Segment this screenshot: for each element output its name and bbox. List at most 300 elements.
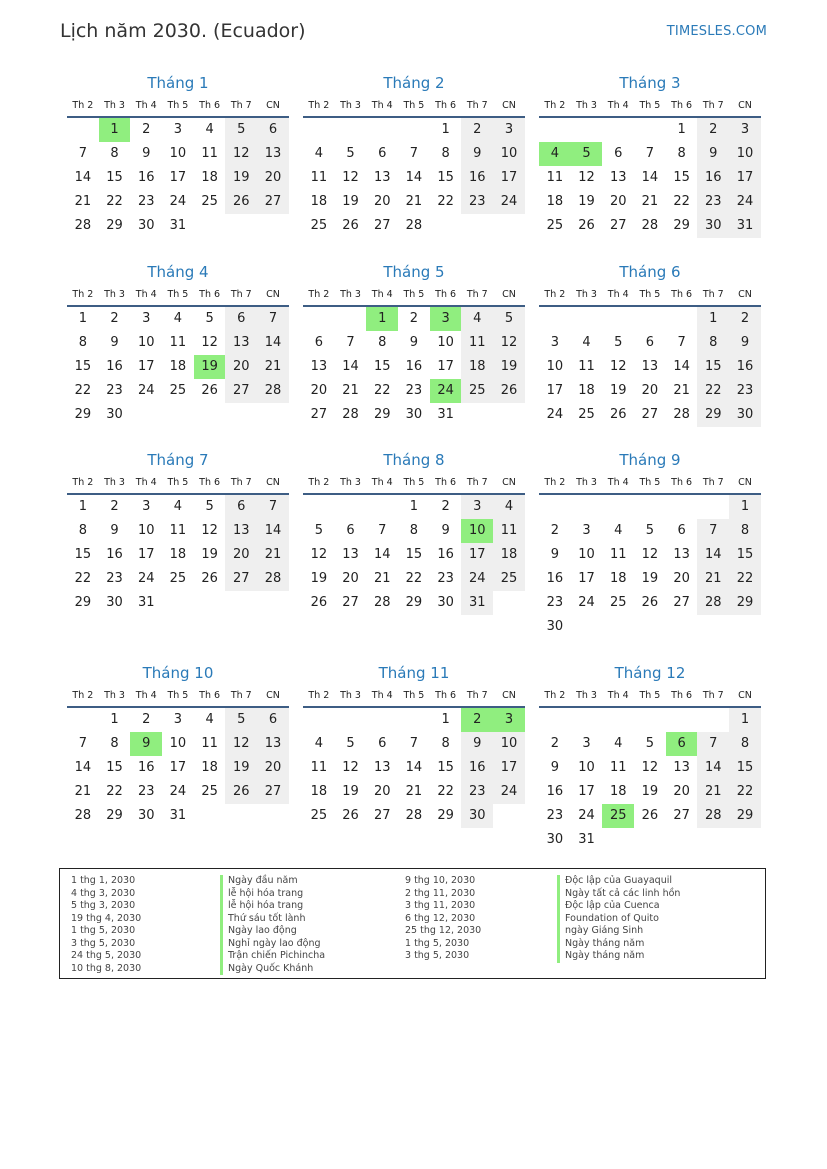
day-cell: 1 bbox=[110, 712, 119, 727]
weekday-header bbox=[539, 688, 761, 708]
day-cell: 21 bbox=[641, 194, 659, 209]
day-grid bbox=[303, 708, 525, 828]
legend-date: 1 thg 5, 2030 bbox=[405, 937, 470, 949]
day-cell: 28 bbox=[405, 808, 423, 823]
day-cell: 25 bbox=[310, 218, 328, 233]
weekday-label: Th 4 bbox=[607, 289, 629, 300]
day-cell: 22 bbox=[437, 194, 454, 209]
day-cell: 18 bbox=[201, 760, 218, 775]
day-cell: 8 bbox=[697, 331, 729, 355]
day-cell: 3 bbox=[142, 499, 151, 514]
day-cell: 25 bbox=[609, 595, 627, 610]
empty-day-cell bbox=[602, 307, 634, 331]
day-cell: 22 bbox=[729, 780, 761, 804]
day-cell: 26 bbox=[310, 595, 328, 610]
empty-day-cell bbox=[303, 708, 335, 732]
legend-holiday-name: Thứ sáu tốt lành bbox=[220, 913, 325, 926]
weekday-header bbox=[303, 475, 525, 495]
empty-day-cell bbox=[634, 708, 666, 732]
day-cell: 4 bbox=[493, 495, 525, 519]
weekday-label: Th 5 bbox=[167, 100, 189, 111]
weekday-label: Th 7 bbox=[702, 690, 724, 701]
weekday-label: Th 2 bbox=[72, 477, 94, 488]
day-cell: 1 bbox=[78, 499, 87, 514]
day-cell: 7 bbox=[257, 495, 289, 519]
legend-holiday-name: Foundation of Quito bbox=[557, 913, 680, 926]
weekday-label: Th 7 bbox=[230, 690, 252, 701]
day-cell: 27 bbox=[225, 567, 257, 591]
day-cell: 12 bbox=[641, 547, 659, 562]
weekday-header bbox=[539, 287, 761, 307]
day-cell: 16 bbox=[697, 166, 729, 190]
day-cell: 8 bbox=[677, 146, 686, 161]
day-cell: 5 bbox=[205, 499, 214, 514]
day-cell: 8 bbox=[441, 736, 450, 751]
month-name: Tháng 4 bbox=[147, 263, 209, 281]
month-calendar bbox=[303, 662, 525, 828]
day-cell: 12 bbox=[225, 142, 257, 166]
day-cell: 25 bbox=[546, 218, 564, 233]
day-cell: 22 bbox=[697, 379, 729, 403]
day-cell: 7 bbox=[378, 523, 387, 538]
day-cell: 31 bbox=[578, 832, 595, 847]
day-cell: 9 bbox=[461, 732, 493, 756]
holiday-day-cell: 19 bbox=[194, 355, 226, 379]
weekday-header bbox=[539, 98, 761, 118]
day-cell: 30 bbox=[137, 808, 155, 823]
weekday-label: Th 3 bbox=[104, 690, 125, 701]
day-cell: 28 bbox=[641, 218, 659, 233]
empty-day-cell bbox=[666, 708, 698, 732]
day-cell: 23 bbox=[106, 383, 123, 398]
day-cell: 27 bbox=[373, 808, 391, 823]
legend-date: 6 thg 12, 2030 bbox=[405, 912, 476, 924]
day-cell: 27 bbox=[257, 780, 289, 804]
weekday-label: Th 6 bbox=[671, 477, 693, 488]
day-cell: 6 bbox=[378, 736, 387, 751]
day-cell: 20 bbox=[257, 166, 289, 190]
day-cell: 24 bbox=[169, 194, 187, 209]
day-cell: 14 bbox=[257, 519, 289, 543]
weekday-label: Th 3 bbox=[104, 477, 125, 488]
day-cell: 31 bbox=[461, 591, 493, 615]
month-calendar bbox=[303, 261, 525, 427]
weekday-label: CN bbox=[502, 690, 516, 701]
day-cell: 7 bbox=[78, 146, 87, 161]
day-cell: 4 bbox=[582, 335, 591, 350]
day-cell: 1 bbox=[677, 122, 686, 137]
day-cell: 9 bbox=[142, 146, 151, 161]
day-cell: 31 bbox=[729, 214, 761, 238]
day-cell: 3 bbox=[493, 118, 525, 142]
day-cell: 11 bbox=[609, 547, 627, 562]
weekday-header bbox=[303, 98, 525, 118]
day-cell: 21 bbox=[257, 543, 289, 567]
day-cell: 15 bbox=[697, 355, 729, 379]
day-cell: 30 bbox=[461, 804, 493, 828]
legend-holiday-name: Ngày tất cả các linh hồn bbox=[557, 888, 680, 901]
empty-day-cell bbox=[539, 307, 571, 331]
day-cell: 17 bbox=[546, 383, 564, 398]
day-cell: 26 bbox=[641, 595, 659, 610]
day-cell: 19 bbox=[641, 571, 659, 586]
month-name: Tháng 9 bbox=[619, 451, 681, 469]
day-cell: 11 bbox=[201, 736, 218, 751]
weekday-label: Th 5 bbox=[403, 289, 425, 300]
month-calendar bbox=[539, 449, 761, 639]
day-cell: 22 bbox=[74, 383, 92, 398]
legend-date: 3 thg 5, 2030 bbox=[405, 950, 470, 961]
weekday-label: Th 2 bbox=[544, 289, 566, 300]
holiday-day-cell: 1 bbox=[366, 307, 398, 331]
day-cell: 13 bbox=[225, 519, 257, 543]
day-cell: 16 bbox=[106, 547, 123, 562]
day-cell: 14 bbox=[697, 756, 729, 780]
legend-names-col-2 bbox=[557, 875, 680, 963]
weekday-label: Th 5 bbox=[167, 690, 189, 701]
day-cell: 16 bbox=[461, 756, 493, 780]
day-cell: 6 bbox=[257, 118, 289, 142]
day-cell: 6 bbox=[378, 146, 387, 161]
day-cell: 20 bbox=[373, 194, 391, 209]
day-cell: 9 bbox=[550, 760, 559, 775]
day-cell: 16 bbox=[546, 784, 564, 799]
legend-holiday-name: Ngày đầu năm bbox=[220, 875, 325, 888]
day-cell: 9 bbox=[697, 142, 729, 166]
weekday-label: Th 6 bbox=[199, 690, 221, 701]
day-cell: 24 bbox=[169, 784, 187, 799]
legend-holiday-name: Ngày tháng năm bbox=[557, 938, 680, 951]
day-cell: 25 bbox=[461, 379, 493, 403]
day-cell: 5 bbox=[493, 307, 525, 331]
day-cell: 19 bbox=[342, 194, 359, 209]
weekday-label: Th 6 bbox=[671, 289, 693, 300]
weekday-label: Th 4 bbox=[135, 690, 157, 701]
weekday-label: Th 2 bbox=[308, 477, 330, 488]
weekday-label: CN bbox=[502, 289, 516, 300]
day-cell: 11 bbox=[310, 760, 328, 775]
day-cell: 19 bbox=[310, 571, 328, 586]
legend-holiday-name: Ngày lao động bbox=[220, 925, 325, 938]
day-cell: 29 bbox=[106, 808, 123, 823]
day-cell: 4 bbox=[614, 523, 623, 538]
day-cell: 21 bbox=[697, 780, 729, 804]
weekday-header bbox=[303, 287, 525, 307]
day-cell: 13 bbox=[373, 170, 391, 185]
weekday-label: Th 4 bbox=[135, 100, 157, 111]
legend-date: 24 thg 5, 2030 bbox=[71, 950, 142, 961]
day-cell: 25 bbox=[578, 407, 595, 422]
day-cell: 28 bbox=[74, 218, 92, 233]
day-cell: 16 bbox=[729, 355, 761, 379]
day-grid bbox=[303, 307, 525, 427]
weekday-label: CN bbox=[266, 690, 280, 701]
day-cell: 9 bbox=[110, 335, 119, 350]
empty-day-cell bbox=[602, 118, 634, 142]
legend-holiday-name: Trận chiến Pichincha bbox=[220, 950, 325, 963]
legend-date: 1 thg 1, 2030 bbox=[71, 875, 136, 886]
day-cell: 8 bbox=[78, 523, 87, 538]
weekday-label: Th 4 bbox=[371, 100, 393, 111]
day-cell: 7 bbox=[409, 146, 419, 161]
weekday-label: CN bbox=[738, 100, 752, 111]
day-cell: 28 bbox=[697, 804, 729, 828]
day-cell: 6 bbox=[225, 307, 257, 331]
day-cell: 26 bbox=[493, 379, 525, 403]
weekday-label: Th 7 bbox=[230, 289, 252, 300]
weekday-header bbox=[539, 475, 761, 495]
month-calendar bbox=[303, 72, 525, 238]
day-cell: 13 bbox=[609, 170, 627, 185]
empty-day-cell bbox=[666, 307, 698, 331]
day-cell: 5 bbox=[225, 118, 257, 142]
day-cell: 17 bbox=[493, 756, 525, 780]
day-cell: 20 bbox=[310, 383, 328, 398]
empty-day-cell bbox=[398, 118, 430, 142]
day-cell: 20 bbox=[673, 784, 690, 799]
weekday-label: Th 3 bbox=[104, 289, 125, 300]
legend-date: 2 thg 11, 2030 bbox=[405, 887, 476, 899]
month-name: Tháng 11 bbox=[378, 664, 450, 682]
day-cell: 27 bbox=[257, 190, 289, 214]
month-calendar bbox=[67, 449, 289, 615]
legend-names-col-1 bbox=[220, 875, 325, 975]
day-cell: 23 bbox=[437, 571, 454, 586]
day-cell: 3 bbox=[582, 523, 591, 538]
day-cell: 30 bbox=[729, 403, 761, 427]
weekday-label: Th 2 bbox=[544, 477, 566, 488]
weekday-label: CN bbox=[266, 477, 280, 488]
day-cell: 19 bbox=[641, 784, 659, 799]
weekday-label: Th 2 bbox=[72, 289, 94, 300]
day-cell: 24 bbox=[137, 383, 155, 398]
day-cell: 9 bbox=[409, 335, 419, 350]
day-cell: 18 bbox=[310, 194, 328, 209]
empty-day-cell bbox=[602, 495, 634, 519]
day-cell: 3 bbox=[729, 118, 761, 142]
weekday-header bbox=[67, 688, 289, 708]
day-cell: 8 bbox=[441, 146, 450, 161]
day-cell: 28 bbox=[257, 379, 289, 403]
day-cell: 17 bbox=[137, 547, 155, 562]
legend-holiday-name: Nghỉ ngày lao động bbox=[220, 938, 325, 951]
weekday-label: Th 3 bbox=[340, 100, 361, 111]
site-link[interactable]: TIMESLES.COM bbox=[666, 24, 767, 39]
empty-day-cell bbox=[571, 118, 603, 142]
weekday-label: Th 5 bbox=[639, 289, 661, 300]
empty-day-cell bbox=[634, 307, 666, 331]
day-cell: 15 bbox=[729, 543, 761, 567]
weekday-label: Th 5 bbox=[403, 690, 425, 701]
day-cell: 27 bbox=[310, 407, 328, 422]
day-cell: 3 bbox=[142, 311, 151, 326]
month-calendar bbox=[303, 449, 525, 615]
day-cell: 12 bbox=[201, 335, 218, 350]
holiday-day-cell: 4 bbox=[539, 142, 571, 166]
weekday-label: Th 6 bbox=[199, 289, 221, 300]
day-cell: 24 bbox=[137, 571, 155, 586]
day-cell: 14 bbox=[74, 760, 92, 775]
month-calendar bbox=[67, 662, 289, 828]
month-name: Tháng 5 bbox=[383, 263, 445, 281]
day-cell: 20 bbox=[225, 355, 257, 379]
day-cell: 17 bbox=[493, 166, 525, 190]
day-cell: 16 bbox=[461, 166, 493, 190]
day-cell: 2 bbox=[729, 307, 761, 331]
holiday-day-cell: 6 bbox=[666, 732, 698, 756]
day-cell: 6 bbox=[645, 335, 655, 350]
day-cell: 31 bbox=[169, 218, 187, 233]
legend-holiday-name: Ngày tháng năm bbox=[557, 950, 680, 963]
month-calendar bbox=[539, 662, 761, 852]
day-cell: 11 bbox=[578, 359, 595, 374]
month-calendar bbox=[67, 261, 289, 427]
weekday-label: Th 4 bbox=[135, 477, 157, 488]
day-cell: 9 bbox=[461, 142, 493, 166]
day-cell: 13 bbox=[342, 547, 359, 562]
day-cell: 19 bbox=[225, 166, 257, 190]
day-cell: 25 bbox=[201, 784, 218, 799]
holiday-day-cell: 1 bbox=[99, 118, 131, 142]
day-cell: 16 bbox=[137, 760, 155, 775]
day-cell: 14 bbox=[257, 331, 289, 355]
day-cell: 24 bbox=[729, 190, 761, 214]
weekday-label: Th 5 bbox=[403, 477, 425, 488]
day-cell: 4 bbox=[461, 307, 493, 331]
day-grid bbox=[67, 307, 289, 427]
day-cell: 10 bbox=[437, 335, 454, 350]
day-cell: 5 bbox=[205, 311, 214, 326]
empty-day-cell bbox=[335, 708, 367, 732]
day-cell: 11 bbox=[169, 335, 187, 350]
day-cell: 21 bbox=[405, 784, 423, 799]
day-cell: 27 bbox=[673, 808, 690, 823]
day-cell: 2 bbox=[461, 118, 493, 142]
day-cell: 18 bbox=[609, 784, 627, 799]
day-cell: 25 bbox=[310, 808, 328, 823]
day-grid bbox=[539, 118, 761, 238]
day-cell: 6 bbox=[314, 335, 323, 350]
day-cell: 29 bbox=[405, 595, 423, 610]
weekday-label: Th 7 bbox=[702, 477, 724, 488]
day-cell: 28 bbox=[405, 218, 423, 233]
day-cell: 11 bbox=[609, 760, 627, 775]
holiday-day-cell: 5 bbox=[571, 142, 603, 166]
day-cell: 18 bbox=[169, 547, 187, 562]
day-cell: 13 bbox=[257, 142, 289, 166]
day-cell: 29 bbox=[373, 407, 391, 422]
day-cell: 20 bbox=[609, 194, 627, 209]
day-cell: 23 bbox=[461, 780, 493, 804]
day-cell: 5 bbox=[614, 335, 623, 350]
day-cell: 12 bbox=[225, 732, 257, 756]
day-cell: 9 bbox=[110, 523, 119, 538]
day-cell: 28 bbox=[697, 591, 729, 615]
day-cell: 25 bbox=[169, 383, 187, 398]
day-cell: 20 bbox=[225, 543, 257, 567]
day-cell: 21 bbox=[74, 784, 92, 799]
legend-date: 9 thg 10, 2030 bbox=[405, 875, 476, 886]
day-cell: 3 bbox=[582, 736, 591, 751]
day-cell: 23 bbox=[106, 571, 123, 586]
day-cell: 22 bbox=[673, 194, 690, 209]
day-cell: 15 bbox=[437, 760, 454, 775]
day-cell: 25 bbox=[493, 567, 525, 591]
legend-dates-col-2 bbox=[405, 875, 481, 963]
day-cell: 27 bbox=[342, 595, 359, 610]
day-cell: 19 bbox=[578, 194, 595, 209]
day-cell: 29 bbox=[106, 218, 123, 233]
day-cell: 10 bbox=[137, 335, 155, 350]
weekday-label: Th 3 bbox=[576, 690, 597, 701]
holiday-day-cell: 2 bbox=[461, 708, 493, 732]
day-cell: 12 bbox=[641, 760, 659, 775]
legend-date: 1 thg 5, 2030 bbox=[71, 925, 136, 936]
day-cell: 10 bbox=[169, 146, 187, 161]
day-cell: 4 bbox=[205, 122, 214, 137]
empty-day-cell bbox=[666, 495, 698, 519]
day-cell: 1 bbox=[441, 122, 450, 137]
empty-day-cell bbox=[398, 708, 430, 732]
day-cell: 22 bbox=[373, 383, 391, 398]
day-cell: 15 bbox=[106, 760, 123, 775]
weekday-label: Th 7 bbox=[702, 289, 724, 300]
day-cell: 11 bbox=[310, 170, 328, 185]
empty-day-cell bbox=[539, 708, 571, 732]
day-cell: 3 bbox=[461, 495, 493, 519]
day-cell: 12 bbox=[578, 170, 595, 185]
weekday-label: CN bbox=[738, 477, 752, 488]
weekday-label: Th 5 bbox=[167, 289, 189, 300]
month-name: Tháng 1 bbox=[147, 74, 209, 92]
day-cell: 29 bbox=[437, 808, 454, 823]
day-cell: 16 bbox=[437, 547, 454, 562]
day-cell: 9 bbox=[729, 331, 761, 355]
day-cell: 3 bbox=[173, 122, 183, 137]
day-cell: 29 bbox=[74, 595, 92, 610]
day-cell: 17 bbox=[461, 543, 493, 567]
day-cell: 27 bbox=[225, 379, 257, 403]
day-grid bbox=[67, 495, 289, 615]
month-calendar bbox=[539, 261, 761, 427]
day-cell: 5 bbox=[225, 708, 257, 732]
weekday-label: Th 3 bbox=[576, 100, 597, 111]
empty-day-cell bbox=[335, 495, 367, 519]
day-cell: 22 bbox=[405, 571, 423, 586]
legend-date: 10 thg 8, 2030 bbox=[71, 962, 142, 974]
empty-day-cell bbox=[602, 708, 634, 732]
day-cell: 17 bbox=[169, 760, 187, 775]
day-cell: 15 bbox=[405, 547, 423, 562]
legend-holiday-name: Độc lập của Cuenca bbox=[557, 900, 680, 913]
day-cell: 13 bbox=[257, 732, 289, 756]
day-cell: 23 bbox=[461, 190, 493, 214]
weekday-label: Th 3 bbox=[340, 690, 361, 701]
day-cell: 20 bbox=[342, 571, 359, 586]
day-cell: 14 bbox=[697, 543, 729, 567]
day-cell: 2 bbox=[110, 499, 119, 514]
day-cell: 8 bbox=[729, 519, 761, 543]
day-cell: 23 bbox=[729, 379, 761, 403]
day-cell: 10 bbox=[169, 736, 187, 751]
day-cell: 5 bbox=[645, 736, 655, 751]
day-cell: 5 bbox=[645, 523, 655, 538]
day-cell: 7 bbox=[409, 736, 419, 751]
day-grid bbox=[67, 708, 289, 828]
day-cell: 26 bbox=[641, 808, 659, 823]
empty-day-cell bbox=[335, 118, 367, 142]
month-name: Tháng 12 bbox=[614, 664, 686, 682]
